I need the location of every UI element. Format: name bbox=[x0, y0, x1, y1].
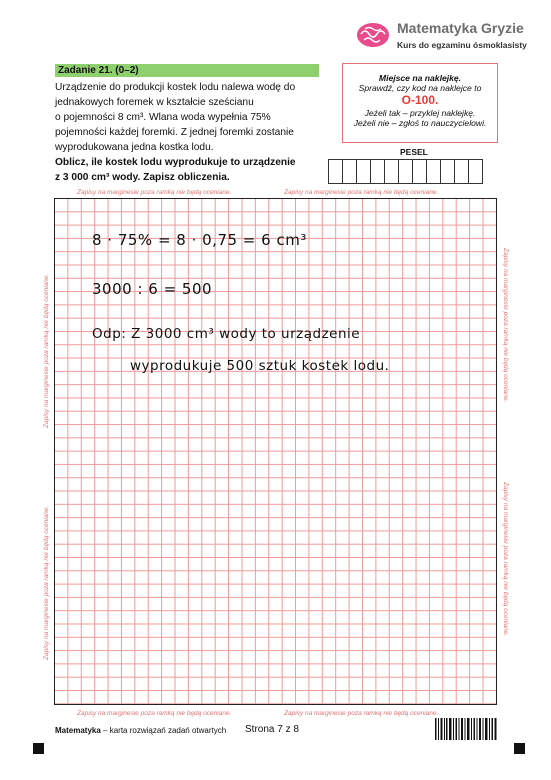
task-text-line: jednakowych foremek w kształcie sześcianu bbox=[55, 97, 254, 108]
brain-icon bbox=[355, 20, 391, 50]
pesel-digit-box[interactable] bbox=[426, 159, 441, 184]
handwriting-line-2: 3000 : 6 = 500 bbox=[92, 280, 213, 298]
handwriting-line-1: 8 · 75% = 8 · 0,75 = 6 cm³ bbox=[92, 231, 307, 249]
sticker-instruction-no: Jeżeli nie – zgłoś to nauczycielowi. bbox=[353, 118, 487, 128]
pesel-field[interactable] bbox=[329, 159, 483, 184]
task-question-line: z 3 000 cm³ wody. Zapisz obliczenia. bbox=[55, 172, 230, 183]
pesel-digit-box[interactable] bbox=[412, 159, 427, 184]
page-number: Strona 7 z 8 bbox=[245, 724, 299, 735]
pesel-digit-box[interactable] bbox=[384, 159, 399, 184]
pesel-digit-box[interactable] bbox=[468, 159, 483, 184]
margin-note-top-left: Zapisy na marginesie poza ramką nie będą oceniane. bbox=[77, 189, 232, 196]
margin-note-top-right: Zapisy na marginesie poza ramką nie będą oceniane. bbox=[284, 189, 439, 196]
brand-logo bbox=[355, 18, 545, 58]
corner-marker-left bbox=[33, 743, 44, 754]
margin-note-bottom-right: Zapisy na marginesie poza ramką nie będą oceniane. bbox=[284, 710, 439, 717]
footer-desc: – karta rozwiązań zadań otwartych bbox=[100, 726, 227, 735]
sticker-instruction: Sprawdź, czy kod na naklejce to bbox=[358, 83, 482, 93]
pesel-digit-box[interactable] bbox=[398, 159, 413, 184]
pesel-digit-box[interactable] bbox=[440, 159, 455, 184]
sticker-heading: Miejsce na naklejkę. bbox=[378, 73, 462, 83]
margin-note-right-upper: Zapisy na marginesie poza ramką nie będą oceniane. bbox=[502, 248, 509, 403]
answer-grid[interactable] bbox=[54, 198, 497, 705]
task-text-line: o pojemności 8 cm³. Wlana woda wypełnia 75% bbox=[55, 112, 271, 123]
task-question bbox=[55, 155, 345, 185]
task-question-line: Oblicz, ile kostek lodu wyprodukuje to urządzenie bbox=[55, 157, 296, 168]
margin-note-left-lower: Zapisy na marginesie poza ramką nie będą oceniane. bbox=[43, 505, 50, 660]
corner-marker-right bbox=[514, 743, 525, 754]
sticker-box bbox=[342, 63, 498, 143]
footer-text bbox=[55, 726, 226, 735]
barcode-icon bbox=[435, 718, 497, 740]
task-text-line: pojemności każdej foremki. Z jednej foremki zostanie bbox=[55, 127, 294, 138]
task-header bbox=[55, 64, 319, 77]
pesel-digit-box[interactable] bbox=[356, 159, 371, 184]
brand-title: Matematyka Gryzie bbox=[397, 20, 524, 36]
brand-subtitle: Kurs do egzaminu ósmoklasisty bbox=[397, 40, 527, 50]
sticker-instruction-yes: Jeżeli tak – przyklej naklejkę. bbox=[364, 108, 476, 118]
margin-note-right-lower: Zapisy na marginesie poza ramką nie będą oceniane. bbox=[502, 482, 509, 637]
footer-subject: Matematyka bbox=[55, 726, 101, 735]
task-text-line: wyprodukowana jedna kostka lodu. bbox=[55, 142, 214, 153]
pesel-digit-box[interactable] bbox=[328, 159, 343, 184]
margin-note-left-upper: Zapisy na marginesie poza ramką nie będą oceniane. bbox=[43, 273, 50, 428]
task-title: Zadanie 21. (0–2) bbox=[58, 65, 139, 76]
task-text-line: Urządzenie do produkcji kostek lodu nalewa wodę do bbox=[55, 82, 296, 93]
sticker-code: O-100. bbox=[401, 93, 439, 107]
pesel-label: PESEL bbox=[400, 147, 428, 157]
task-text bbox=[55, 80, 335, 155]
pesel-digit-box[interactable] bbox=[342, 159, 357, 184]
handwriting-line-4: wyprodukuje 500 sztuk kostek lodu. bbox=[130, 358, 390, 374]
pesel-digit-box[interactable] bbox=[454, 159, 469, 184]
margin-note-bottom-left: Zapisy na marginesie poza ramką nie będą oceniane. bbox=[77, 710, 232, 717]
handwriting-line-3: Odp: Z 3000 cm³ wody to urządzenie bbox=[92, 326, 361, 342]
pesel-digit-box[interactable] bbox=[370, 159, 385, 184]
